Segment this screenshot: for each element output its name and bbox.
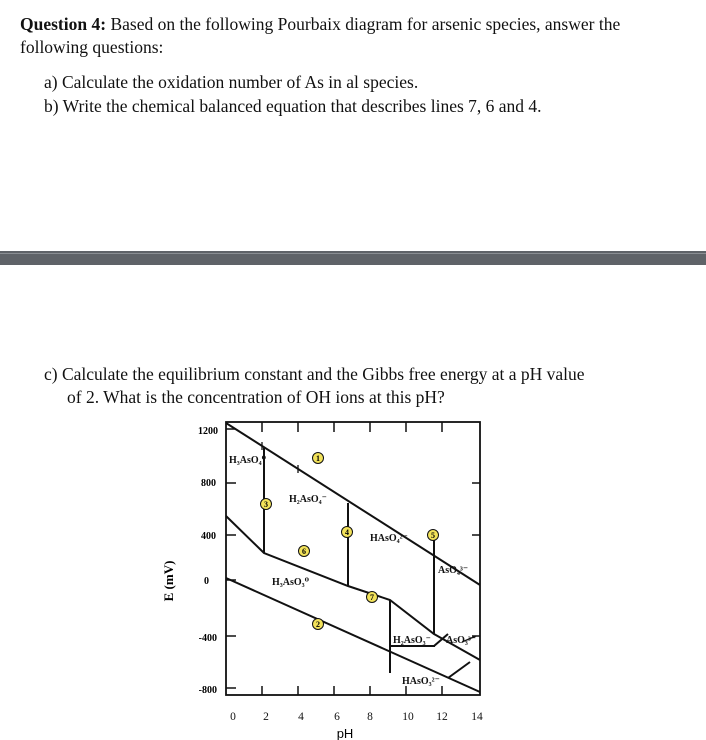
- x-tick-label: 8: [367, 711, 373, 723]
- species-h2aso4: H₂AsO₄⁻: [289, 494, 327, 505]
- x-tick-label: 4: [298, 711, 304, 723]
- species-haso4: HAsO₄²⁻: [370, 533, 408, 544]
- line-marker-3: [261, 499, 272, 510]
- svg-text:5: 5: [431, 531, 435, 540]
- line-marker-2: [313, 619, 324, 630]
- species-h3aso4: H₃AsO₄⁰: [229, 455, 267, 466]
- x-tick-label: 0: [230, 711, 236, 723]
- svg-text:1: 1: [316, 454, 320, 463]
- question-text: Based on the following Pourbaix diagram for arsenic species, answer the following questions:: [20, 14, 621, 57]
- question-number: Question 4:: [20, 14, 107, 34]
- pourbaix-diagram: [0, 410, 706, 740]
- y-tick-label: -400: [198, 633, 217, 644]
- part-c-line-2: of 2. What is the concentration of OH ions at this pH?: [67, 387, 445, 407]
- y-axis-title: E (mV): [161, 560, 176, 602]
- part-b: b) Write the chemical balanced equation that describes lines 7, 6 and 4.: [44, 96, 542, 116]
- right-axis-ticks: [472, 483, 480, 636]
- line-2: [226, 578, 480, 692]
- section-divider: [0, 251, 706, 265]
- y-tick-label: -800: [198, 685, 217, 696]
- svg-text:7: 7: [370, 593, 374, 602]
- x-tick-label: 6: [334, 711, 340, 723]
- svg-text:2: 2: [316, 620, 320, 629]
- line-marker-4: [342, 527, 353, 538]
- x-axis-title: pH: [336, 726, 354, 740]
- x-tick-label: 2: [263, 711, 269, 723]
- y-axis-ticks: [226, 429, 236, 688]
- x-tick-label: 12: [436, 711, 448, 723]
- part-a: a) Calculate the oxidation number of As in al species.: [44, 72, 419, 92]
- y-tick-label: 0: [204, 576, 209, 587]
- species-aso4: AsO₄³⁻: [438, 565, 469, 576]
- y-tick-label: 1200: [198, 426, 218, 437]
- y-tick-label: 800: [201, 478, 216, 489]
- x-tick-label: 10: [402, 711, 414, 723]
- species-aso3: AsO₃³⁻: [446, 635, 477, 646]
- part-c-line-1: c) Calculate the equilibrium constant and the Gibbs free energy at a pH value: [44, 364, 585, 384]
- line-marker-1: [313, 453, 324, 464]
- line-marker-6: [299, 546, 310, 557]
- svg-text:6: 6: [302, 547, 306, 556]
- species-h3aso3: H₃AsO₃⁰: [272, 577, 310, 588]
- line-marker-7: [367, 592, 378, 603]
- y-tick-label: 400: [201, 531, 216, 542]
- x-axis-ticks: [262, 686, 442, 695]
- top-axis-ticks: [262, 422, 442, 432]
- svg-text:4: 4: [345, 528, 349, 537]
- x-tick-label: 14: [471, 711, 483, 723]
- line-haso3-aso3-lower: [448, 662, 470, 678]
- species-haso3: HAsO₃²⁻: [402, 676, 440, 687]
- question-4-prompt: [20, 13, 680, 59]
- species-h2aso3: H₂AsO₃⁻: [393, 635, 431, 646]
- svg-text:3: 3: [264, 500, 268, 509]
- line-marker-5: [428, 530, 439, 541]
